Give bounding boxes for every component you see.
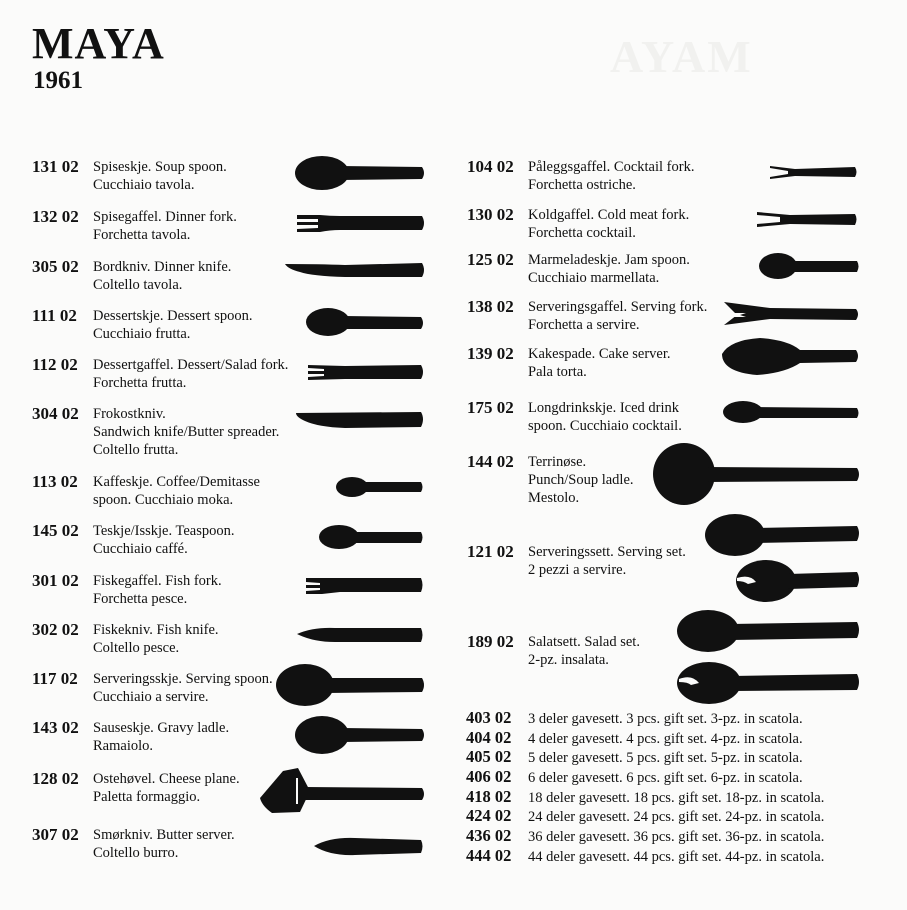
sandwich-knife-icon [296, 412, 423, 428]
item-description-line: Coltello pesce. [93, 640, 180, 656]
punch-ladle-icon [653, 443, 859, 505]
item-description-line: Longdrinkskje. Iced drink [528, 400, 680, 416]
item-description-line: Kaffeskje. Coffee/Demitasse [93, 474, 260, 490]
gift-set-text: 6 deler gavesett. 6 pcs. gift set. 6-pz. in scatola. [528, 770, 803, 787]
teaspoon-icon [319, 525, 423, 549]
gift-set-text: 4 deler gavesett. 4 pcs. gift set. 4-pz. in scatola. [528, 730, 803, 747]
serving-set-spoon-icon [705, 514, 859, 556]
item-code: 104 02 [467, 157, 514, 176]
item-code: 301 02 [32, 571, 79, 590]
salad-set-fork-icon [677, 662, 859, 704]
background-bleed-through: AYAM [610, 31, 753, 82]
dinner-fork-icon [297, 215, 424, 232]
item-code: 143 02 [32, 718, 79, 737]
item-description-line: Coltello tavola. [93, 277, 183, 293]
item-code: 145 02 [32, 521, 79, 540]
item-code: 304 02 [32, 404, 79, 423]
gravy-ladle-icon [295, 716, 424, 754]
item-description-line: Sandwich knife/Butter spreader. [93, 424, 280, 440]
item-description-line: Teskje/Isskje. Teaspoon. [93, 523, 235, 539]
item-description-line: Pala torta. [528, 364, 587, 380]
item-description-line: Fiskekniv. Fish knife. [93, 622, 219, 638]
item-description-line: Cucchiaio marmellata. [528, 270, 660, 286]
item-code: 128 02 [32, 769, 79, 788]
dessert-spoon-icon [306, 308, 423, 336]
item-description-line: Cucchiaio a servire. [93, 689, 209, 705]
iced-drink-spoon-icon [723, 401, 859, 423]
item-description-line: Mestolo. [528, 490, 580, 506]
item-description-line: Bordkniv. Dinner knife. [93, 259, 232, 275]
item-code: 305 02 [32, 257, 79, 276]
serving-fork-icon [724, 302, 858, 325]
item-description-line: Cucchiaio frutta. [93, 326, 191, 342]
gift-set-text: 36 deler gavesett. 36 pcs. gift set. 36-pz. in scatola. [528, 829, 825, 846]
gift-set-code: 436 02 [466, 826, 512, 846]
item-description-line: Sauseskje. Gravy ladle. [93, 720, 230, 736]
item-code: 189 02 [467, 632, 514, 651]
cake-server-icon [722, 338, 858, 375]
item-description-line: Forchetta pesce. [93, 591, 188, 607]
item-description-line: 2-pz. insalata. [528, 652, 609, 668]
item-description-line: Ostehøvel. Cheese plane. [93, 771, 240, 787]
item-description-line: Koldgaffel. Cold meat fork. [528, 207, 690, 223]
item-code: 112 02 [32, 355, 78, 374]
item-description-line: spoon. Cucchiaio moka. [93, 492, 234, 508]
dinner-knife-icon [285, 263, 424, 277]
item-description-line: Punch/Soup ladle. [528, 472, 634, 488]
item-code: 175 02 [467, 398, 514, 417]
item-code: 302 02 [32, 620, 79, 639]
coffee-spoon-icon [336, 477, 423, 497]
gift-set-text: 24 deler gavesett. 24 pcs. gift set. 24-pz. in scatola. [528, 809, 825, 826]
gift-set-code: 444 02 [466, 845, 512, 865]
item-code: 132 02 [32, 207, 79, 226]
item-description-line: Salatsett. Salad set. [528, 634, 640, 650]
page-year: 1961 [33, 67, 83, 94]
item-description-line: Dessertskje. Dessert spoon. [93, 308, 253, 324]
fish-knife-icon [297, 628, 423, 642]
item-description-line: Cucchiaio tavola. [93, 177, 195, 193]
serving-set-fork-icon [736, 560, 859, 602]
item-code: 139 02 [467, 344, 514, 363]
serving-spoon-icon [276, 664, 424, 706]
item-description-line: Ramaiolo. [93, 738, 154, 754]
gift-set-code: 406 02 [466, 767, 512, 787]
item-description-line: Fiskegaffel. Fish fork. [93, 573, 222, 589]
item-code: 125 02 [467, 250, 514, 269]
page-title: MAYA [32, 19, 165, 68]
item-description-line: Serveringsgaffel. Serving fork. [528, 299, 708, 315]
item-description-line: 2 pezzi a servire. [528, 562, 627, 578]
item-description-line: Terrinøse. [528, 454, 587, 470]
item-code: 117 02 [32, 669, 78, 688]
gift-set-text: 3 deler gavesett. 3 pcs. gift set. 3-pz. in scatola. [528, 711, 803, 727]
item-description-line: Kakespade. Cake server. [528, 346, 671, 362]
item-description-line: Spisegaffel. Dinner fork. [93, 209, 237, 225]
gift-set-code: 424 02 [466, 806, 512, 826]
butter-server-icon [314, 838, 423, 855]
item-description-line: Spiseskje. Soup spoon. [93, 159, 227, 175]
gift-set-code: 404 02 [466, 727, 512, 747]
item-description-line: Cucchiaio caffé. [93, 541, 188, 557]
item-description-line: Paletta formaggio. [93, 789, 201, 805]
item-description-line: Smørkniv. Butter server. [93, 827, 235, 843]
item-description-line: Serveringsskje. Serving spoon. [93, 671, 273, 687]
cheese-plane-icon [260, 768, 424, 813]
gift-set-text: 5 deler gavesett. 5 pcs. gift set. 5-pz. in scatola. [528, 750, 803, 767]
jam-spoon-icon [759, 253, 859, 279]
gift-set-text: 18 deler gavesett. 18 pcs. gift set. 18-pz. in scatola. [528, 789, 825, 806]
item-code: 111 02 [32, 306, 77, 325]
gift-set-code: 403 02 [466, 708, 512, 727]
item-description-line: Forchetta frutta. [93, 375, 187, 391]
gift-set-code: 418 02 [466, 786, 512, 806]
item-description-line: Forchetta ostriche. [528, 177, 636, 193]
item-description-line: Frokostkniv. [93, 406, 166, 422]
item-code: 131 02 [32, 157, 79, 176]
item-description-line: Serveringssett. Serving set. [528, 544, 686, 560]
gift-set-code: 405 02 [466, 747, 512, 767]
item-code: 307 02 [32, 825, 79, 844]
item-description-line: Forchetta a servire. [528, 317, 640, 333]
fish-fork-icon [306, 578, 423, 594]
item-code: 113 02 [32, 472, 78, 491]
item-description-line: Coltello burro. [93, 845, 179, 861]
item-description-line: spoon. Cucchiaio cocktail. [528, 418, 682, 434]
salad-set-spoon-icon [677, 610, 859, 652]
item-description-line: Dessertgaffel. Dessert/Salad fork. [93, 357, 289, 373]
item-description-line: Påleggsgaffel. Cocktail fork. [528, 159, 695, 175]
item-code: 130 02 [467, 205, 514, 224]
cold-meat-fork-icon [757, 212, 857, 227]
item-description-line: Forchetta cocktail. [528, 225, 636, 241]
gift-set-text: 44 deler gavesett. 44 pcs. gift set. 44-pz. in scatola. [528, 848, 825, 865]
cocktail-fork-icon [770, 166, 857, 179]
dessert-fork-icon [308, 365, 423, 380]
item-code: 138 02 [467, 297, 514, 316]
item-description-line: Marmeladeskje. Jam spoon. [528, 252, 690, 268]
soup-spoon-icon [295, 156, 424, 190]
item-description-line: Coltello frutta. [93, 442, 179, 458]
item-code: 144 02 [467, 452, 514, 471]
item-code: 121 02 [467, 542, 514, 561]
item-description-line: Forchetta tavola. [93, 227, 191, 243]
